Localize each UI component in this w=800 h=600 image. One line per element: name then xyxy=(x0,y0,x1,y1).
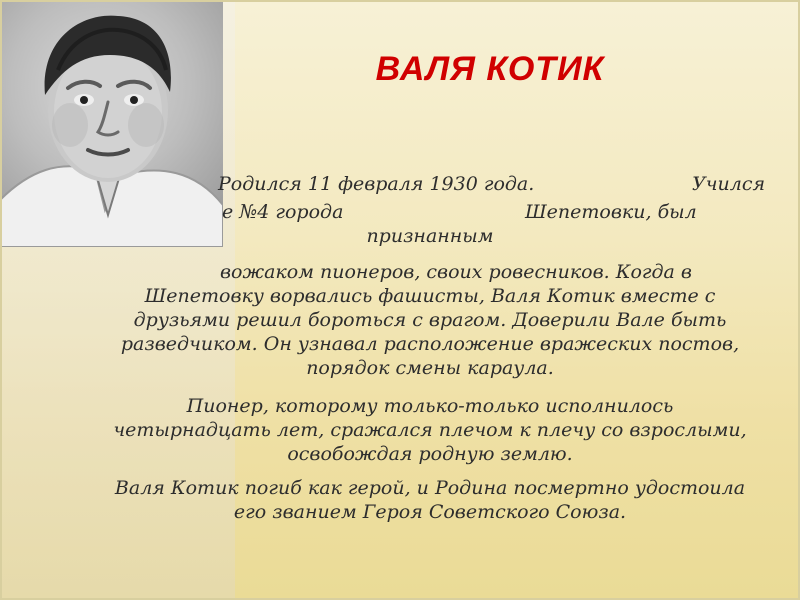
bio-line: Валя Котик погиб как герой, и Родина посмертно удостоила xyxy=(114,477,746,499)
bio-line: вожаком пионеров, своих ровесников. Когда в xyxy=(220,261,692,283)
bio-line: Пионер, которому только-только исполнилось xyxy=(186,395,674,417)
bio-line: разведчиком. Он узнавал расположение вражеских постов, xyxy=(120,333,740,355)
slide-title: ВАЛЯ КОТИК xyxy=(375,50,605,88)
bio-line: е №4 города xyxy=(222,201,344,223)
biography-text xyxy=(80,172,780,562)
bio-line: порядок смены караула. xyxy=(306,357,554,379)
bio-line: друзьями решил бороться с врагом. Доверили Вале быть xyxy=(133,309,727,331)
bio-line: освобождая родную землю. xyxy=(287,443,573,465)
bio-line: Учился xyxy=(692,173,766,195)
bio-line: признанным xyxy=(366,225,494,247)
bio-line: Родился 11 февраля 1930 года. xyxy=(218,173,535,195)
bio-line: четырнадцать лет, сражался плечом к плечу со взрослыми, xyxy=(113,419,747,441)
bio-line: Шепетовки, был xyxy=(525,201,697,223)
bio-line: Шепетовку ворвались фашисты, Валя Котик вместе с xyxy=(144,285,716,307)
bio-line: его званием Героя Советского Союза. xyxy=(233,501,627,523)
